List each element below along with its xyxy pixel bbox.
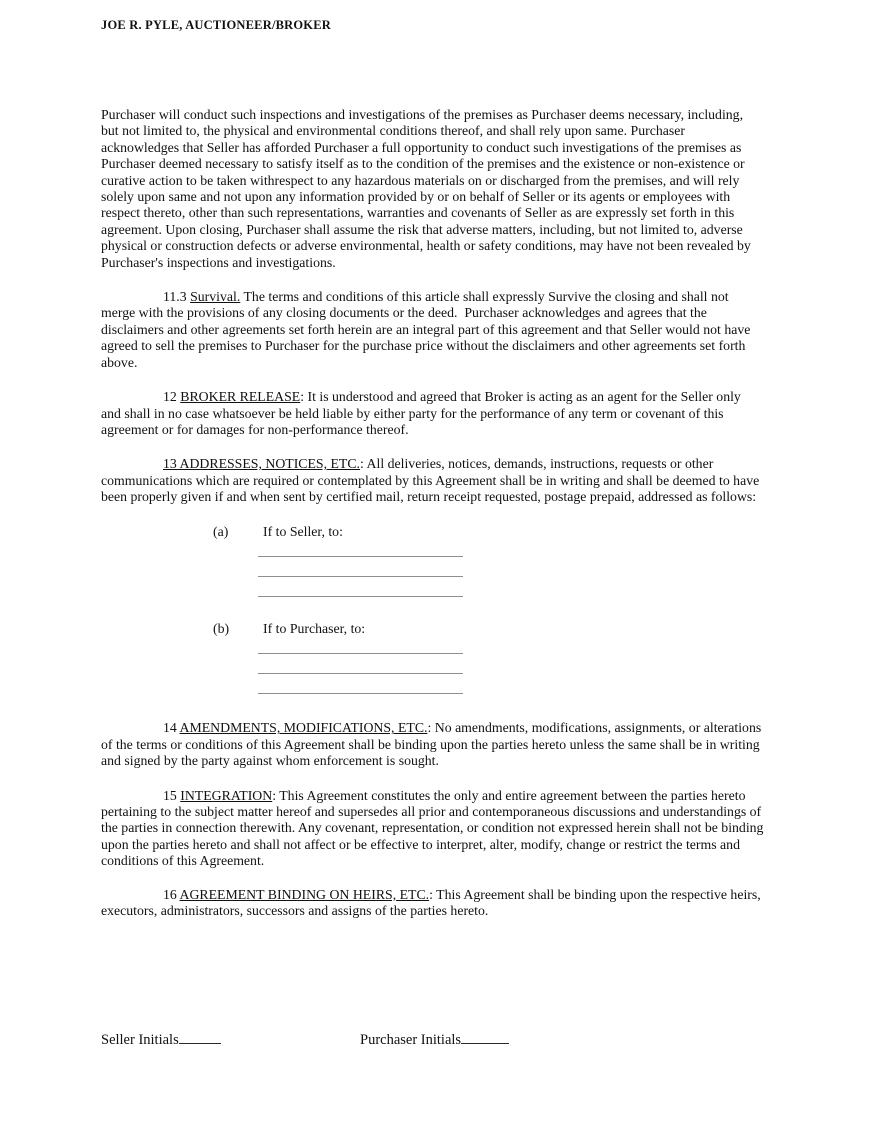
section-broker-heading: BROKER RELEASE xyxy=(180,389,301,405)
notice-seller-line xyxy=(101,524,764,540)
section-integration-number: 15 xyxy=(163,787,181,803)
section-survival-number: 11.3 xyxy=(163,289,191,305)
notice-seller-text: If to Seller, to: xyxy=(263,523,343,539)
section-survival xyxy=(101,289,764,371)
seller-initials-label: Seller Initials xyxy=(101,1032,179,1048)
seller-address-blank-3 xyxy=(258,577,463,597)
section-survival-text: The terms and conditions of this article shall expressly Survive the closing and shall not merge with the provisions of any closing documents or the deed. Purchaser acknowledges and agrees that the disclaimers and other agreements set forth herein are an integral part of this agreement and that Seller would not have agreed to sell the premises to Purchaser for the purchase price without the disclaimers and other agreements set forth above. xyxy=(101,289,754,370)
purchaser-address-blank-1 xyxy=(258,637,463,654)
notice-block-seller xyxy=(101,524,764,597)
notice-purchaser-text: If to Purchaser, to: xyxy=(263,620,366,636)
section-amendments-text: : No amendments, modifications, assignments, or alterations of the terms or conditions of this Agreement shall be binding upon the parties hereto unless the same shall be in writing and signed by the party against whom enforcement is sought. xyxy=(101,720,765,769)
notice-purchaser-label: (b) xyxy=(213,620,230,636)
section-heirs-number: 16 xyxy=(163,886,180,902)
section-heirs-text: : This Agreement shall be binding upon the respective heirs, executors, administrators, successors and assigns of the parties hereto. xyxy=(101,886,765,918)
section-integration-heading: INTEGRATION xyxy=(180,787,273,803)
section-survival-heading: Survival. xyxy=(190,289,241,305)
section-amendments-number: 14 xyxy=(163,720,180,736)
purchaser-initials-block xyxy=(360,1030,509,1049)
section-amendments xyxy=(101,720,764,769)
section-broker-release xyxy=(101,389,764,438)
section-addresses-notices xyxy=(101,456,764,505)
purchaser-address-blank-3 xyxy=(258,674,463,694)
section-addresses-text: : All deliveries, notices, demands, instructions, requests or other communications which are required or contemplated by this Agreement shall be in writing and shall be deemed to have been properly given if and when sent by certified mail, return receipt requested, postage prepaid, addressed as follows: xyxy=(101,456,763,505)
seller-address-blank-2 xyxy=(258,557,463,577)
notice-purchaser-line xyxy=(101,621,764,637)
section-amendments-heading: AMENDMENTS, MODIFICATIONS, ETC. xyxy=(179,720,428,736)
document-header: JOE R. PYLE, AUCTIONEER/BROKER xyxy=(101,18,331,32)
section-heirs-heading: AGREEMENT BINDING ON HEIRS, ETC. xyxy=(179,886,430,902)
section-integration xyxy=(101,787,767,870)
section-broker-number: 12 xyxy=(163,389,181,405)
purchaser-address-blank-2 xyxy=(258,654,463,674)
notice-address-blocks xyxy=(101,524,764,695)
notice-seller-label: (a) xyxy=(213,523,229,539)
purchaser-initials-blank xyxy=(461,1030,509,1044)
notice-block-purchaser xyxy=(101,621,764,694)
section-binding-heirs xyxy=(101,887,764,920)
section-broker-text: : It is understood and agreed that Broker is acting as an agent for the Seller only and shall in no case whatsoever be held liable by either party for the performance of any term or covenant of this agreement or for damages for non-performance thereof. xyxy=(101,389,745,437)
initials-footer xyxy=(101,1030,764,1049)
seller-initials-block xyxy=(101,1030,360,1049)
seller-address-blanks xyxy=(258,540,463,597)
seller-address-blank-1 xyxy=(258,540,463,557)
section-integration-text: : This Agreement constitutes the only and entire agreement between the parties hereto pertaining to the subject matter hereof and supersedes all prior and contemporaneous discussions and understandings of the parties in connection therewith. Any covenant, representation, or condition not expressed herein shall not be binding upon the parties hereto and shall not affect or be effective to interpret, alter, modify, change or restrict the terms and conditions of this Agreement. xyxy=(101,787,767,869)
purchaser-address-blanks xyxy=(258,637,463,694)
purchaser-initials-label: Purchaser Initials xyxy=(360,1032,462,1048)
section-addresses-heading: 13 ADDRESSES, NOTICES, ETC. xyxy=(163,456,361,472)
document-content xyxy=(101,18,767,937)
seller-initials-blank xyxy=(179,1030,221,1044)
paragraph-inspections: Purchaser will conduct such inspections and investigations of the premises as Purchaser deems necessary, including, but not limited to, the physical and environmental conditions thereof, and shall rely upon same. Purchaser acknowledges that Seller has afforded Purchaser a full opportunity to conduct such investigations of the premises as Purchaser deemed necessary to satisfy itself as to the condition of the premises and the existence or non-existence or curative action to be taken withrespect to any hazardous materials on or discharged from the premises, and will rely solely upon same and not upon any information provided by or on behalf of Seller or its agents or employees with respect thereto, other than such representations, warranties and covenants of Seller as are expressly set forth in this agreement. Upon closing, Purchaser shall assume the risk that adverse matters, including, but not limited to, adverse physical or construction defects or adverse environmental, health or safety conditions, may have not been revealed by Purchaser's inspections and investigations. xyxy=(101,107,755,270)
